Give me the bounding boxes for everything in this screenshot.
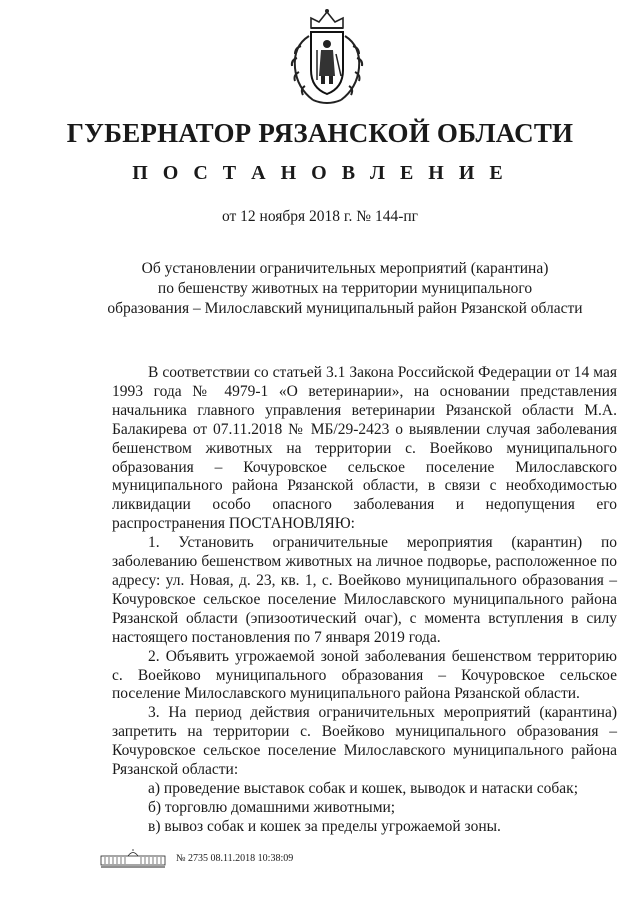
subject-line: по бешенству животных на территории муниципального <box>157 280 533 297</box>
subject-line: Об установлении ограничительных мероприятий (карантина) <box>141 260 549 277</box>
point-2-paragraph: 2. Объявить угрожаемой зоной заболевания бешенством территорию с. Воейково муниципального образования – Кочуровское сельское поселение Милославского муниципального района Рязанской области. <box>112 647 617 703</box>
building-stamp-icon <box>100 848 166 868</box>
subject-line: образования – Милославский муниципальный район Рязанской области <box>107 300 583 317</box>
registration-number: № 2735 08.11.2018 10:38:09 <box>176 853 294 864</box>
point-3-paragraph: 3. На период действия ограничительных мероприятий (карантина) запретить на территории с. Воейково муниципального образования – Кочуровское сельское поселение Милославского муниципального района Рязанской области: <box>112 704 617 779</box>
point-1-paragraph: 1. Установить ограничительные мероприятия (карантин) по заболеванию бешенством животных на личное подворье, расположенное по адресу: ул. Новая, д. 23, кв. 1, с. Воейково муниципального образования – Кочуровское сельское поселение Милославского муниципального района Рязанской области (эпизоотический очаг), с момента вступления в силу настоящего постановления по 7 января 2019 года. <box>112 534 617 646</box>
point-3b-item: б) торговлю домашними животными; <box>148 798 396 816</box>
document-type: П О С Т А Н О В Л Е Н И Е <box>132 162 508 184</box>
point-3c-item: в) вывоз собак и кошек за пределы угрожаемой зоны. <box>148 817 501 835</box>
preamble-paragraph: В соответствии со статьей 3.1 Закона Российской Федерации от 14 мая 1993 года № 4979-1 «О ветеринарии», на основании представления начальника главного управления ветеринарии Рязанской области М.А. Балакирева от 07.11.2018 № МБ/29-2423 о выявлении случая заболевания бешенством животных на территории с. Воейково муниципального образования – Кочуровское сельское поселение Милославского муниципального района Рязанской области, в связи с необходимостью ликвидации особо опасного заболевания и недопущения его распространения ПОСТАНОВЛЯЮ: <box>112 364 617 533</box>
document-date-number: от 12 ноября 2018 г. № 144-пг <box>221 208 419 225</box>
point-3a-item: а) проведение выставок собак и кошек, выводок и натаски собак; <box>148 779 578 797</box>
document-subject <box>95 259 595 319</box>
registration-footer <box>100 848 420 868</box>
document-body <box>112 364 617 837</box>
coat-of-arms-emblem <box>287 6 367 108</box>
issuer-title: ГУБЕРНАТОР РЯЗАНСКОЙ ОБЛАСТИ <box>66 118 574 148</box>
